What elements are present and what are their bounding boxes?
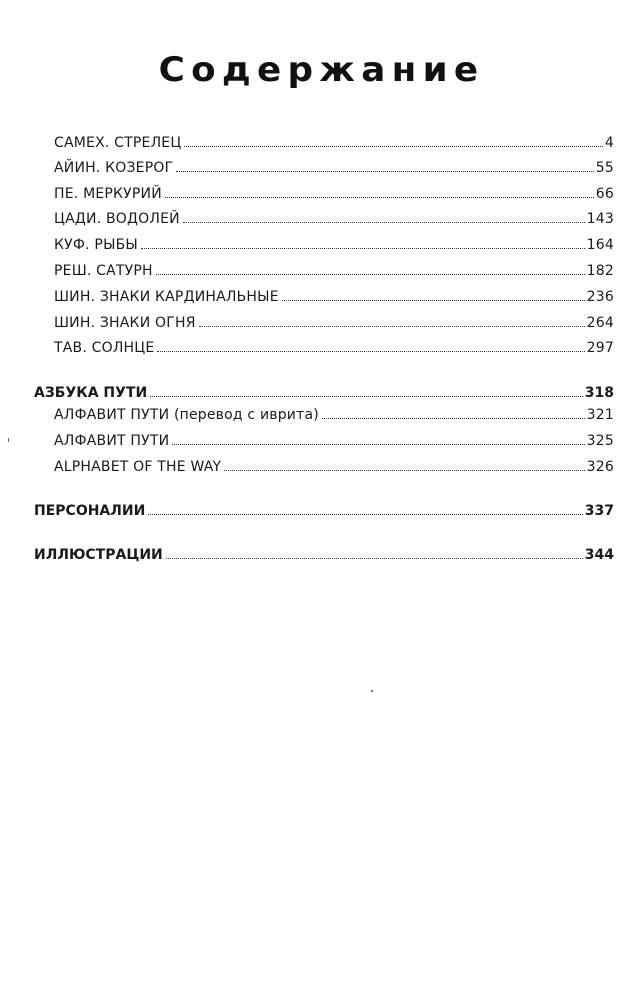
toc-entry-page-number: 326 (586, 459, 614, 475)
toc-entry-label: ШИН. ЗНАКИ ОГНЯ (54, 315, 196, 331)
toc-entry-label: АЛФАВИТ ПУТИ (перевод с иврита) (54, 407, 319, 423)
toc-entry-page-number: 66 (595, 186, 614, 202)
toc-section-entry[interactable] (34, 498, 614, 520)
toc-entry-page-number: 182 (586, 263, 614, 279)
dot-leader (322, 418, 585, 419)
dot-leader (199, 326, 585, 327)
dot-leader (184, 146, 602, 147)
dot-leader (172, 444, 584, 445)
dot-leader (282, 300, 585, 301)
toc-entry[interactable] (54, 454, 614, 476)
toc-entry[interactable] (54, 284, 614, 306)
dot-leader (156, 274, 585, 275)
toc-entry-label: РЕШ. САТУРН (54, 263, 153, 279)
toc-entry-label: АЗБУКА ПУТИ (34, 385, 148, 401)
toc-entry-page-number: 325 (586, 433, 614, 449)
toc-entry[interactable] (54, 258, 614, 280)
toc-entry-page-number: 55 (595, 160, 614, 176)
toc-entry-label: КУФ. РЫБЫ (54, 237, 138, 253)
toc-entry-label: ШИН. ЗНАКИ КАРДИНАЛЬНЫЕ (54, 289, 279, 305)
toc-entry-page-number: 236 (586, 289, 614, 305)
toc-entry-page-number: 337 (584, 503, 614, 519)
toc-entry-page-number: 344 (584, 547, 614, 563)
toc-entry-page-number: 318 (584, 385, 614, 401)
toc-section-entry[interactable] (34, 542, 614, 564)
toc-entry[interactable] (54, 402, 614, 424)
toc-entry[interactable] (54, 155, 614, 177)
dot-leader (224, 470, 584, 471)
toc-entry[interactable] (54, 335, 614, 357)
print-speck (371, 690, 373, 692)
dot-leader (148, 514, 582, 515)
dot-leader (157, 351, 584, 352)
toc-entry[interactable] (54, 181, 614, 203)
toc-entry[interactable] (54, 206, 614, 228)
toc-entry-label: АЙИН. КОЗЕРОГ (54, 160, 174, 176)
dot-leader (176, 171, 593, 172)
toc-entry-label: ПЕРСОНАЛИИ (34, 503, 146, 519)
page-title: Содержание (158, 50, 485, 90)
dot-leader (150, 396, 583, 397)
dot-leader (141, 248, 585, 249)
toc-entry[interactable] (54, 130, 614, 152)
toc-entry-page-number: 321 (586, 407, 614, 423)
toc-entry-label: ЦАДИ. ВОДОЛЕЙ (54, 211, 180, 227)
toc-entry-page-number: 297 (586, 340, 614, 356)
toc-entry[interactable] (54, 428, 614, 450)
toc-entry-label: АЛФАВИТ ПУТИ (54, 433, 170, 449)
toc-entry-page-number: 4 (604, 135, 614, 151)
dot-leader (183, 222, 585, 223)
toc-entry-label: ИЛЛЮСТРАЦИИ (34, 547, 163, 563)
toc-section-entry[interactable] (34, 380, 614, 402)
toc-entry-label: ПЕ. МЕРКУРИЙ (54, 186, 162, 202)
toc-entry[interactable] (54, 310, 614, 332)
toc-entry-label: ТАВ. СОЛНЦЕ (54, 340, 155, 356)
dot-leader (165, 197, 594, 198)
toc-entry[interactable] (54, 232, 614, 254)
dot-leader (166, 558, 583, 559)
toc-entry-page-number: 164 (586, 237, 614, 253)
toc-entry-page-number: 143 (586, 211, 614, 227)
toc-entry-label: САМЕХ. СТРЕЛЕЦ (54, 135, 182, 151)
toc-entry-page-number: 264 (586, 315, 614, 331)
print-speck (8, 438, 9, 442)
toc-entry-label: ALPHABET OF THE WAY (54, 459, 222, 475)
